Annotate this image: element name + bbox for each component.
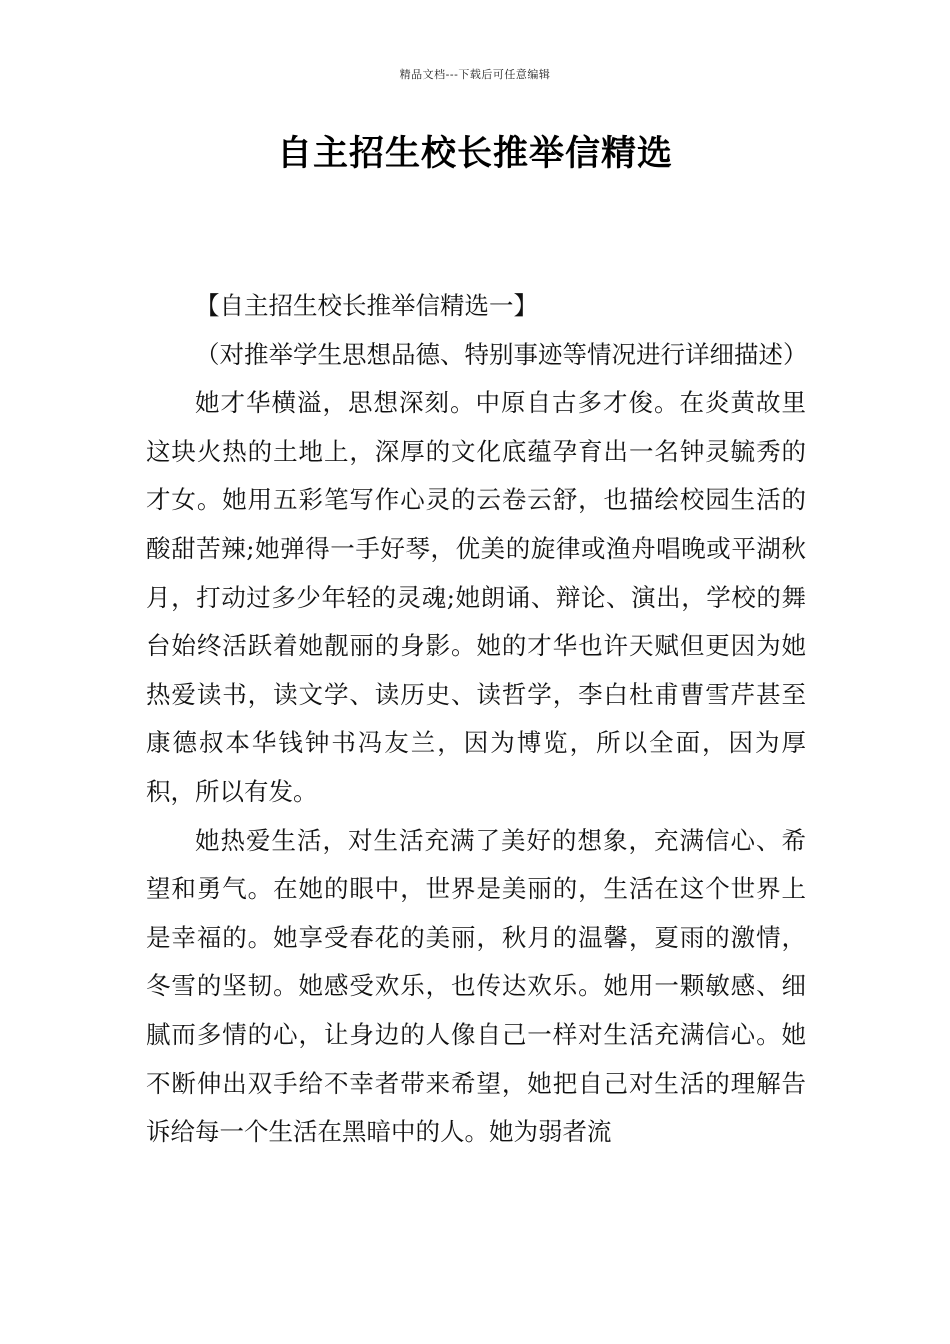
paragraph-life: 她热爱生活，对生活充满了美好的想象，充满信心、希望和勇气。在她的眼中，世界是美丽的，生活在这个世界上是幸福的。她享受春花的美丽，秋月的温馨，夏雨的激情，冬雪的坚韧。她感受欢乐，也传达欢乐。她用一颗敏感、细腻而多情的心，让身边的人像自己一样对生活充满信心。她不断伸出双手给不幸者带来希望，她把自己对生活的理解告诉给每一个生活在黑暗中的人。她为弱者流 bbox=[146, 825, 806, 1147]
header-note: 精品文档---下载后可任意编辑 bbox=[399, 68, 551, 81]
paragraph-intro: （对推举学生思想品德、特别事迹等情况进行详细描述） bbox=[195, 339, 808, 369]
document-body bbox=[146, 282, 806, 1157]
section-heading: 【自主招生校长推举信精选一】 bbox=[195, 291, 538, 320]
document-title: 自主招生校长推举信精选 bbox=[276, 134, 673, 174]
paragraph-talent: 她才华横溢，思想深刻。中原自古多才俊。在炎黄故里这块火热的土地上，深厚的文化底蕴孕育出一名钟灵毓秀的才女。她用五彩笔写作心灵的云卷云舒，也描绘校园生活的酸甜苦辣;她弹得一手好琴，优美的旋律或渔舟唱晚或平湖秋月，打动过多少年轻的灵魂;她朗诵、辩论、演出，学校的舞台始终活跃着她靓丽的身影。她的才华也许天赋但更因为她热爱读书，读文学、读历史、读哲学，李白杜甫曹雪芹甚至康德叔本华钱钟书冯友兰，因为博览，所以全面，因为厚积，所以有发。 bbox=[146, 388, 806, 806]
